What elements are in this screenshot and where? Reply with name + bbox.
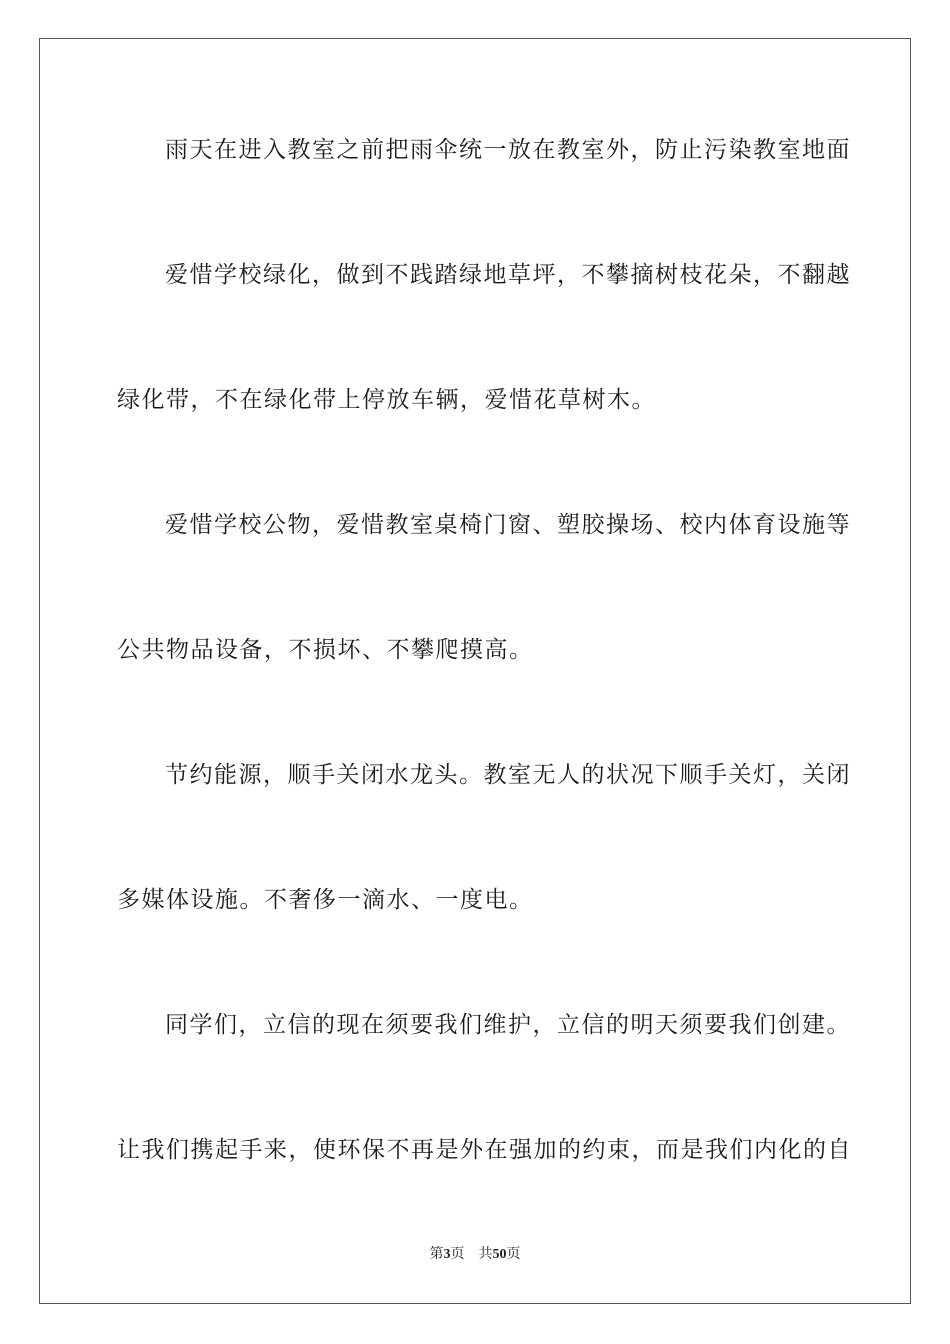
footer-page-suffix: 页	[450, 1247, 465, 1262]
footer-total-prefix: 共	[478, 1247, 493, 1262]
footer-total-suffix: 页	[506, 1247, 521, 1262]
paragraph-line-7: 多媒体设施。不奢侈一滴水、一度电。	[117, 887, 534, 913]
paragraph-line-8: 同学们，立信的现在须要我们维护，立信的明天须要我们创建。	[165, 1012, 851, 1038]
paragraph-line-9: 让我们携起手来，使环保不再是外在强加的约束，而是我们内化的自	[117, 1137, 852, 1163]
paragraph-line-3: 绿化带，不在绿化带上停放车辆，爱惜花草树木。	[117, 387, 656, 413]
paragraph-line-4: 爱惜学校公物，爱惜教室桌椅门窗、塑胶操场、校内体育设施等	[165, 512, 851, 538]
paragraph-line-6: 节约能源，顺手关闭水龙头。教室无人的状况下顺手关灯，关闭	[165, 762, 851, 788]
page-border	[39, 38, 911, 1304]
paragraph-line-5: 公共物品设备，不损坏、不攀爬摸高。	[117, 637, 534, 663]
footer-page-prefix: 第	[429, 1247, 444, 1262]
footer-total-pages: 50	[492, 1247, 507, 1262]
page-footer	[0, 1246, 950, 1264]
footer-page-number: 3	[443, 1247, 451, 1262]
paragraph-line-1: 雨天在进入教室之前把雨伞统一放在教室外，防止污染教室地面	[165, 137, 851, 163]
paragraph-line-2: 爱惜学校绿化，做到不践踏绿地草坪，不攀摘树枝花朵，不翻越	[165, 262, 851, 288]
